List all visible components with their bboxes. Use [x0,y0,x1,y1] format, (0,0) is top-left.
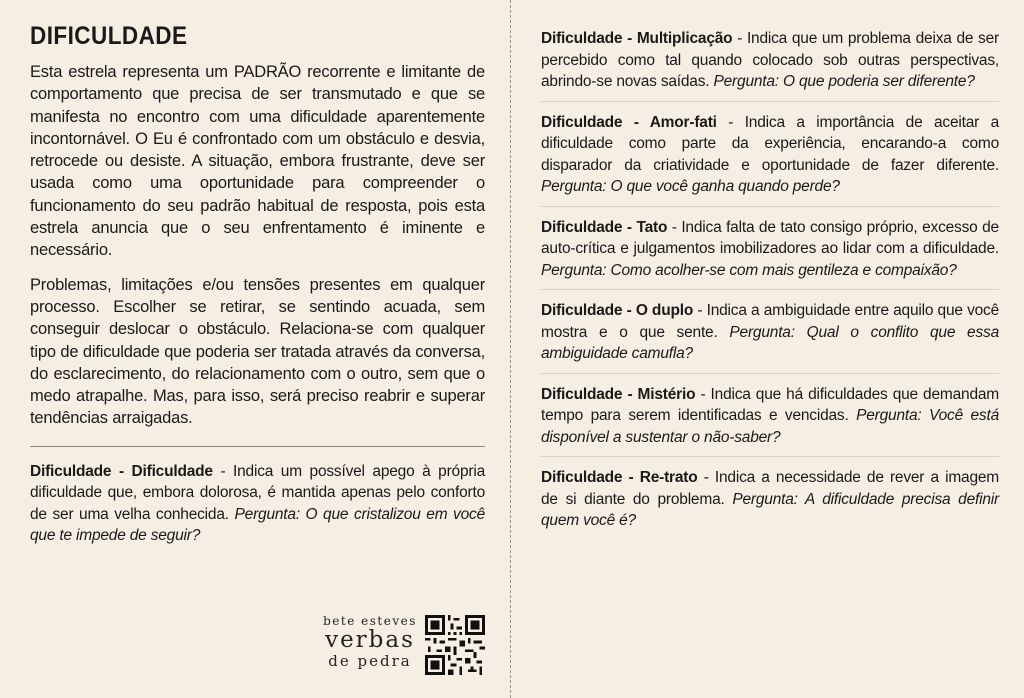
entry-term: Dificuldade - Multiplicação [541,30,733,47]
entry-tato [541,217,999,291]
entry-misterio [541,384,999,458]
entry-text: - Indica que um problema deixa de ser percebido como tal quando colocado sob outras perspectivas, abrindo-se novas saídas. [541,30,999,90]
brand-title-line2: de pedra [328,652,412,670]
intro-paragraph-2: Problemas, limitações e/ou tensões presentes em qualquer processo. Escolher se retirar, se sentindo acuada, sem conseguir deslocar o obstáculo. Relaciona-se com qualquer tipo de dificuldade que poderia ser tratada através da conversa, do esclarecimento, do relacionamento com o outro, sem que o medo atrapalhe. Mas, para isso, será preciso reabrir e superar tendências arraigadas. [30,275,485,428]
qr-code-icon [425,615,485,675]
entry-question: Pergunta: O que você ganha quando perde? [541,178,840,195]
entry-text: - Indica falta de tato consigo próprio, excesso de auto-crítica e julgamentos imobilizadores ao lidar com a dificuldade. [541,218,999,257]
page-title: DIFICULDADE [30,22,188,50]
entry-question: Pergunta: O que cristalizou em você que te impede de seguir? [30,505,485,545]
entry-question: Pergunta: Como acolher-se com mais gentileza e compaixão? [541,261,957,279]
entry-text: - Indica que há dificuldades que demandam tempo para serem identificadas e vencidas. [541,385,1000,424]
entry-multiplicacao [541,28,999,102]
column-divider [510,0,511,698]
brand-logo [320,614,420,670]
entry-question: Pergunta: O que poderia ser diferente? [713,73,975,90]
entry-question: Pergunta: Você está disponível a sustentar o não-saber? [541,407,999,446]
left-column [30,22,485,547]
entry-question: Pergunta: A dificuldade precisa definir quem você é? [541,490,999,529]
entry-term: Dificuldade - Tato [541,218,668,236]
entry-o-duplo [541,300,999,374]
entry-question: Pergunta: Qual o conflito que essa ambiguidade camufla? [541,323,999,362]
brand-title-line1: verbas [325,627,415,653]
section-divider [30,446,485,447]
entry-text: - Indica um possível apego à própria dificuldade que, embora dolorosa, é mantida apenas pelo conforto de ser uma velha conhecida. [30,462,485,523]
entry-term: Dificuldade - Dificuldade [30,462,213,480]
entry-term: Dificuldade - Amor-fati [541,113,717,131]
entry-re-trato [541,467,999,540]
entry-text: - Indica a ambiguidade entre aquilo que você mostra e o que sente. [541,302,1000,341]
brand-author: bete esteves [323,614,417,628]
entry-text: - Indica a necessidade de rever a imagem de si diante do problema. [541,469,1000,508]
entry-term: Dificuldade - Re-trato [541,469,698,486]
entry-amor-fati [541,112,999,207]
right-column [541,28,999,550]
intro-paragraph-1: Esta estrela representa um PADRÃO recorrente e limitante de comportamento que precisa de ser transmutado e que se manifesta no encontro com uma dificuldade aparentemente incontornável. O Eu é confrontado com um obstáculo e desvia, retrocede ou desiste. A situação, embora frustrante, deve ser usada como uma oportunidade para compreender o funcionamento do seu padrão habitual de resposta, pois esta estrela anuncia que o seu enfrentamento é iminente e necessário. [30,63,485,260]
entry-dificuldade-dificuldade [30,461,485,547]
entry-term: Dificuldade - O duplo [541,302,694,319]
entry-term: Dificuldade - Mistério [541,385,696,403]
entry-text: - Indica a importância de aceitar a dificuldade como parte da experiência, encarando-a como disparador da criatividade e oportunidade de fazer diferente. [541,113,999,174]
